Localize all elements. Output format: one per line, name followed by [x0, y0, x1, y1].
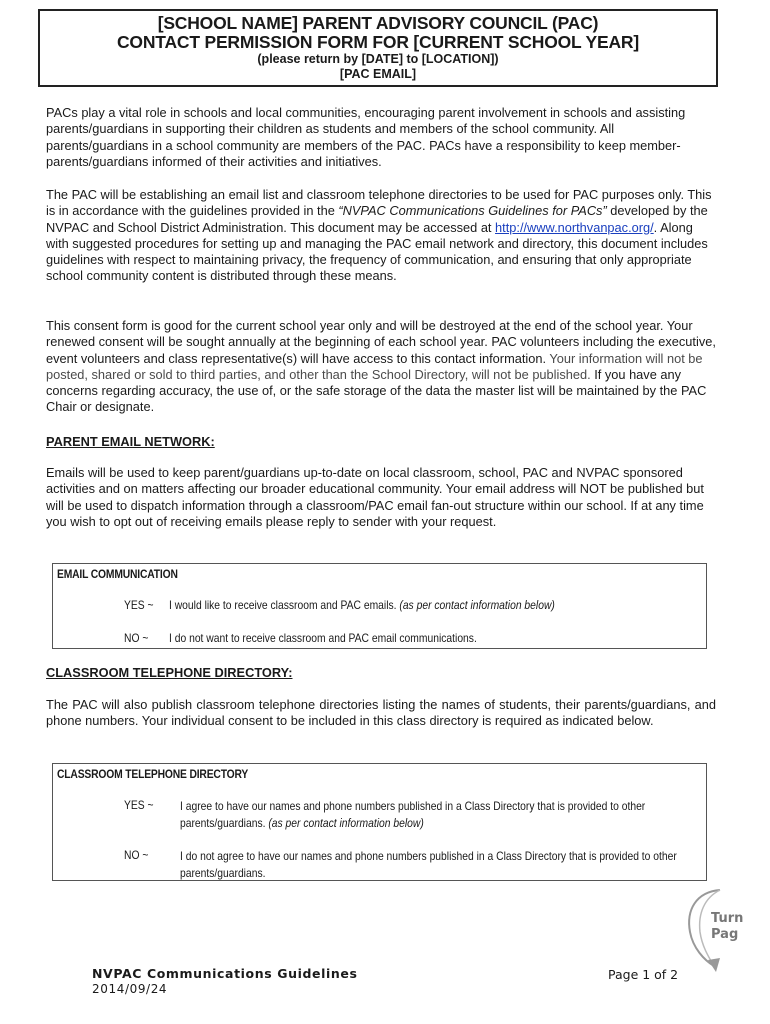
turn-page-icon[interactable]: [684, 888, 750, 974]
email-no-text: I do not want to receive classroom and PAC email communications.: [169, 631, 477, 645]
telephone-yes-label: YES ~: [124, 798, 154, 812]
telephone-no-label: NO ~: [124, 848, 149, 862]
pac-email: [PAC EMAIL]: [339, 67, 417, 81]
telephone-directory-paragraph: The PAC will also publish classroom telephone directories listing the names of students, their parents/guardians, and phone numbers. Your individual consent to be included in this class directory is required as indicated below.: [46, 697, 716, 729]
email-no-label: NO ~: [124, 631, 149, 645]
form-title-line2: CONTACT PERMISSION FORM FOR [CURRENT SCHOOL YEAR]: [116, 32, 639, 52]
telephone-yes-text: I agree to have our names and phone numbers published in a Class Directory that is provided to other parents/guardians. (as per contact information below): [180, 799, 646, 830]
intro-paragraph-2: The PAC will be establishing an email list and classroom telephone directories to be used for PAC purposes only. This is in accordance with the guidelines provided in the “NVPAC Communications Guidelines for PACs” developed by the NVPAC and School District Administration. This document may be accessed at http://www.northvanpac.org/. Along with suggested procedures for setting up and managing the PAC email network and directory, this document includes guidelines with respect to maintaining privacy, the frequency of communication, and ensuring that only appropriate school community content is distributed through these means.: [46, 187, 712, 284]
email-box-title: EMAIL COMMUNICATION: [57, 567, 178, 581]
intro-paragraph-1: PACs play a vital role in schools and local communities, encouraging parent involvement in schools and assisting parents/guardians in supporting their children as students and members of the school community. All parents/guardians in a school community are members of the PAC. PACs have a responsibility to keep member-parents/guardians informed of their activities and initiatives.: [46, 105, 686, 169]
turn-page-line1: Turn: [711, 911, 744, 926]
footer-date: 2014/09/24: [92, 982, 168, 996]
telephone-no-option[interactable]: [124, 848, 148, 862]
form-header: [38, 9, 718, 87]
footer-title: NVPAC Communications Guidelines: [92, 966, 358, 981]
telephone-no-text: I do not agree to have our names and phone numbers published in a Class Directory that is provided to other parents/guardians.: [180, 849, 677, 880]
email-yes-option[interactable]: [124, 598, 154, 612]
email-yes-text: I would like to receive classroom and PAC emails. (as per contact information below): [169, 598, 555, 612]
intro-paragraph-3: This consent form is good for the current school year only and will be destroyed at the end of the school year. Your renewed consent will be sought annually at the beginning of each school year. PAC volunteers including the executive, event volunteers and class representative(s) will have access to this contact information. Your information will not be posted, shared or sold to third parties, and other than the School Directory, will not be published. If you have any concerns regarding accuracy, the use of, or the safe storage of the data the master list will be maintained by the PAC Chair or designate.: [46, 318, 716, 415]
email-no-option[interactable]: [124, 631, 148, 645]
email-network-paragraph: Emails will be used to keep parent/guardians up-to-date on local classroom, school, PAC and NVPAC sponsored activities and on matters affecting our broader educational community. Your email address will NOT be published but will be used to dispatch information through a classroom/PAC email fan-out structure within our school. If at any time you wish to opt out of receiving emails please reply to sender with your request.: [46, 465, 704, 529]
telephone-yes-option[interactable]: [124, 798, 154, 812]
telephone-box-title: CLASSROOM TELEPHONE DIRECTORY: [57, 767, 249, 781]
return-instructions: (please return by [DATE] to [LOCATION]): [257, 52, 499, 66]
page-number: Page 1 of 2: [608, 967, 679, 982]
email-network-heading: PARENT EMAIL NETWORK:: [46, 434, 215, 449]
email-yes-label: YES ~: [124, 598, 154, 612]
telephone-directory-heading: CLASSROOM TELEPHONE DIRECTORY:: [46, 665, 293, 680]
email-communication-box: [52, 563, 707, 649]
nvpac-website-link[interactable]: http://www.northvanpac.org/: [495, 219, 654, 235]
telephone-directory-box: [52, 763, 707, 881]
form-title-line1: [SCHOOL NAME] PARENT ADVISORY COUNCIL (PAC): [157, 13, 599, 33]
guidelines-title: “NVPAC Communications Guidelines for PACs”: [338, 203, 607, 219]
privacy-statement: Your information will not be posted, shared or sold to third parties, and other than the School Directory, will not be published.: [46, 350, 703, 382]
turn-page-line2: Pag: [711, 927, 739, 942]
footer-left: [92, 966, 357, 996]
